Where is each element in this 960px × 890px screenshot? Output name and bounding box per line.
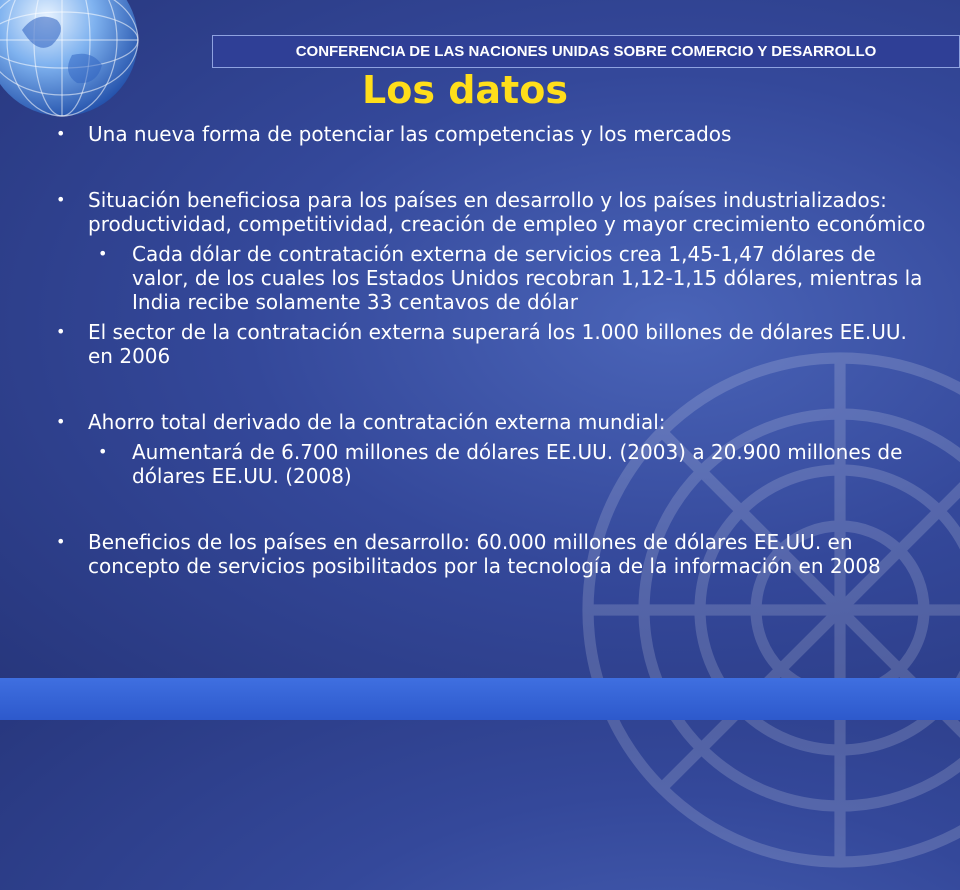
bullet-item: • Situación beneficiosa para los países en desarrollo y los países industrializados: productividad, competitividad, creación de empleo y mayor crecimiento económico xyxy=(52,188,932,236)
bullet-item: • Beneficios de los países en desarrollo: 60.000 millones de dólares EE.UU. en concepto de servicios posibilitados por la tecnología de la información en 2008 xyxy=(52,530,932,578)
bullet-item: • El sector de la contratación externa superará los 1.000 billones de dólares EE.UU. en 2006 xyxy=(52,320,932,368)
sub-bullet-item: • Aumentará de 6.700 millones de dólares EE.UU. (2003) a 20.900 millones de dólares EE.UU. (2008) xyxy=(52,440,932,488)
slide-content xyxy=(52,122,932,578)
header-bar xyxy=(212,35,960,68)
header-text: CONFERENCIA DE LAS NACIONES UNIDAS SOBRE COMERCIO Y DESARROLLO xyxy=(295,43,877,60)
sub-bullet-item: • Cada dólar de contratación externa de servicios crea 1,45-1,47 dólares de valor, de los cuales los Estados Unidos recobran 1,12-1,15 dólares, mientras la India recibe solamente 33 centavos de dólar xyxy=(52,242,932,314)
slide-title: Los datos xyxy=(362,68,568,112)
footer-bar xyxy=(0,678,960,720)
bullet-item: • Ahorro total derivado de la contratación externa mundial: xyxy=(52,410,932,434)
bullet-item: • Una nueva forma de potenciar las competencias y los mercados xyxy=(52,122,932,146)
